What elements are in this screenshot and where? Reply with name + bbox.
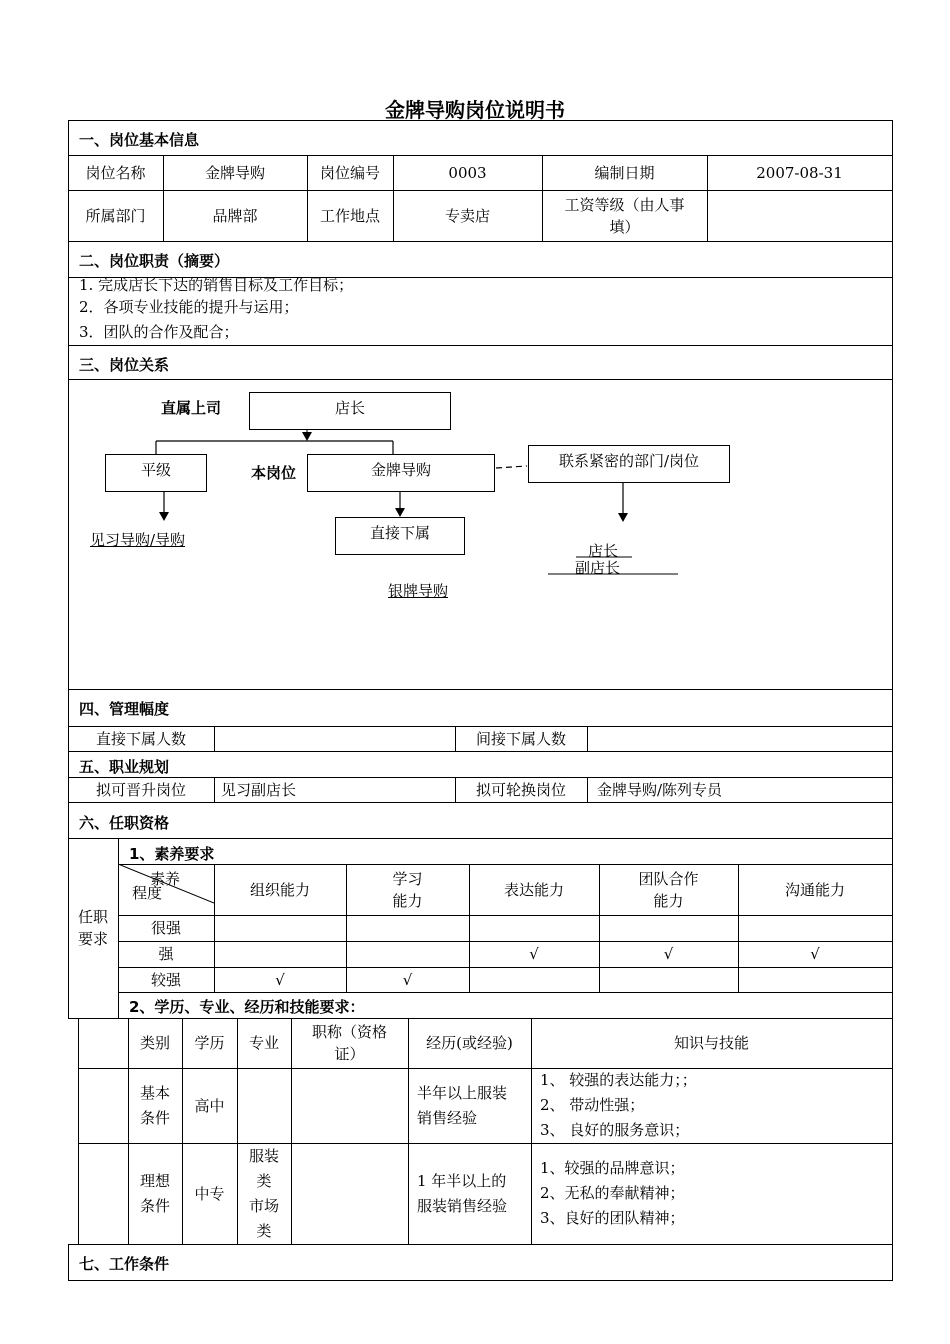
skill-item: 3、良好的团队精神； (540, 1209, 685, 1227)
location-value: 专卖店 (444, 206, 490, 225)
basic-category: 基本 条件 (139, 1083, 170, 1127)
ability-header: 组织能力 (249, 880, 310, 899)
qualification-side-label (68, 900, 118, 956)
date-value: 2007-08-31 (756, 163, 843, 182)
direct-subordinates-label: 直接下属人数 (95, 729, 186, 748)
check-cell (214, 941, 346, 967)
indirect-subordinates-value (587, 726, 892, 751)
check-cell: √ (810, 945, 820, 963)
dept-label: 所属部门 (85, 206, 146, 225)
ability-header: 学习 能力 (392, 869, 423, 910)
check-cell (346, 915, 469, 941)
post-no-label: 岗位编号 (319, 163, 380, 182)
date-label: 编制日期 (594, 163, 655, 182)
related-box (528, 445, 730, 483)
diagonal-header-top: 素养 (150, 870, 181, 888)
check-cell: √ (275, 970, 285, 989)
basic-title (291, 1068, 408, 1143)
subordinate-box (335, 517, 465, 555)
ideal-experience: 1 年半以上的 服装销售经验 (417, 1171, 508, 1215)
level-label: 较强 (150, 970, 181, 989)
edu-header-major: 专业 (248, 1034, 279, 1052)
duty-item: 3．团队的合作及配合； (79, 323, 239, 341)
section-relations-heading: 三、岗位关系 (79, 356, 170, 374)
skill-item: 1、 较强的表达能力；； (540, 1071, 697, 1089)
check-cell (469, 915, 599, 941)
this-post-label: 本岗位 (251, 464, 297, 482)
peer-box (105, 454, 207, 492)
edu-header-education: 学历 (194, 1034, 225, 1052)
duty-item: 2．各项专业技能的提升与运用； (79, 298, 299, 316)
superior-label: 直属上司 (161, 399, 222, 417)
this-post-box-text: 金牌导购 (370, 461, 431, 479)
ideal-category: 理想 条件 (139, 1171, 170, 1215)
side-label-line1: 任职 (77, 908, 108, 926)
section-basic-info-heading: 一、岗位基本信息 (79, 131, 200, 149)
edu-header-title (291, 1018, 408, 1068)
ability-header: 表达能力 (503, 880, 564, 899)
level-label: 很强 (150, 919, 181, 937)
rotate-label: 拟可轮换岗位 (475, 780, 566, 799)
superior-box-text: 店长 (334, 399, 365, 417)
skill-item: 3、 良好的服务意识； (540, 1121, 690, 1139)
post-name-label: 岗位名称 (85, 163, 146, 182)
section-conditions-heading: 七、工作条件 (79, 1255, 170, 1273)
related-value-2: 副店长 (575, 559, 621, 577)
skill-item: 1、较强的品牌意识； (540, 1159, 685, 1177)
duty-item: 1. 完成店长下达的销售目标及工作目标； (79, 276, 354, 294)
check-cell (738, 915, 892, 941)
peer-value: 见习导购/导购 (90, 531, 186, 549)
post-name-value: 金牌导购 (204, 163, 265, 182)
edu-header-experience: 经历(或经验) (426, 1034, 513, 1052)
check-cell (469, 967, 599, 992)
ideal-title (291, 1143, 408, 1244)
skill-item: 2、 带动性强； (540, 1096, 645, 1114)
related-box-text: 联系紧密的部门/岗位 (558, 452, 700, 470)
check-cell (599, 915, 738, 941)
check-cell (346, 941, 469, 967)
peer-box-text: 平级 (140, 461, 171, 479)
level-label: 强 (158, 945, 174, 963)
subordinate-box-text: 直接下属 (369, 524, 430, 542)
indirect-subordinates-label: 间接下属人数 (475, 729, 566, 748)
direct-subordinates-value (214, 726, 455, 751)
check-cell: √ (402, 970, 413, 989)
subsection-education-heading: 2、学历、专业、经历和技能要求： (129, 998, 365, 1016)
ability-header: 团队合作 能力 (638, 869, 699, 910)
check-cell: √ (663, 945, 674, 963)
edu-header-title-line2: 证） (334, 1045, 365, 1063)
subordinate-value: 银牌导购 (388, 582, 449, 600)
edu-header-title-line1: 职称（资格 (311, 1023, 387, 1041)
section-management-heading: 四、管理幅度 (79, 700, 170, 718)
location-label: 工作地点 (319, 206, 380, 225)
section-duties-heading: 二、岗位职责（摘要） (79, 252, 230, 270)
check-cell (599, 967, 738, 992)
side-label-line2: 要求 (77, 930, 108, 948)
promote-label: 拟可晋升岗位 (95, 780, 186, 799)
basic-skills-list (540, 1068, 697, 1143)
salary-label-line2: 填） (609, 217, 640, 236)
promote-value: 见习副店长 (221, 780, 297, 799)
ideal-major: 服装 类 市场 类 (248, 1146, 279, 1240)
post-no-value: 0003 (448, 163, 487, 182)
skill-item: 2、无私的奉献精神； (540, 1184, 685, 1202)
edu-header-skills: 知识与技能 (673, 1034, 749, 1052)
ideal-skills-list (540, 1156, 685, 1231)
edu-header-category: 类别 (139, 1034, 170, 1052)
related-value-1: 店长 (588, 542, 619, 560)
basic-education: 高中 (194, 1096, 225, 1115)
page-title: 金牌导购岗位说明书 (385, 98, 565, 122)
salary-label-line1: 工资等级（由人事 (564, 195, 685, 214)
ability-header: 沟通能力 (784, 880, 845, 899)
section-career-heading: 五、职业规划 (79, 758, 170, 776)
rotate-value: 金牌导购/陈列专员 (597, 780, 723, 799)
check-cell (738, 967, 892, 992)
basic-experience: 半年以上服装 销售经验 (417, 1083, 508, 1127)
subsection-competency-heading: 1、素养要求 (129, 845, 215, 863)
basic-major (237, 1068, 291, 1143)
section-qualification-heading: 六、任职资格 (79, 814, 170, 832)
ideal-education: 中专 (194, 1184, 225, 1203)
dept-value: 品牌部 (212, 206, 258, 225)
check-cell: √ (529, 945, 539, 963)
diagonal-header-bottom: 程度 (132, 884, 163, 902)
this-post-box (307, 454, 495, 492)
check-cell (214, 915, 346, 941)
